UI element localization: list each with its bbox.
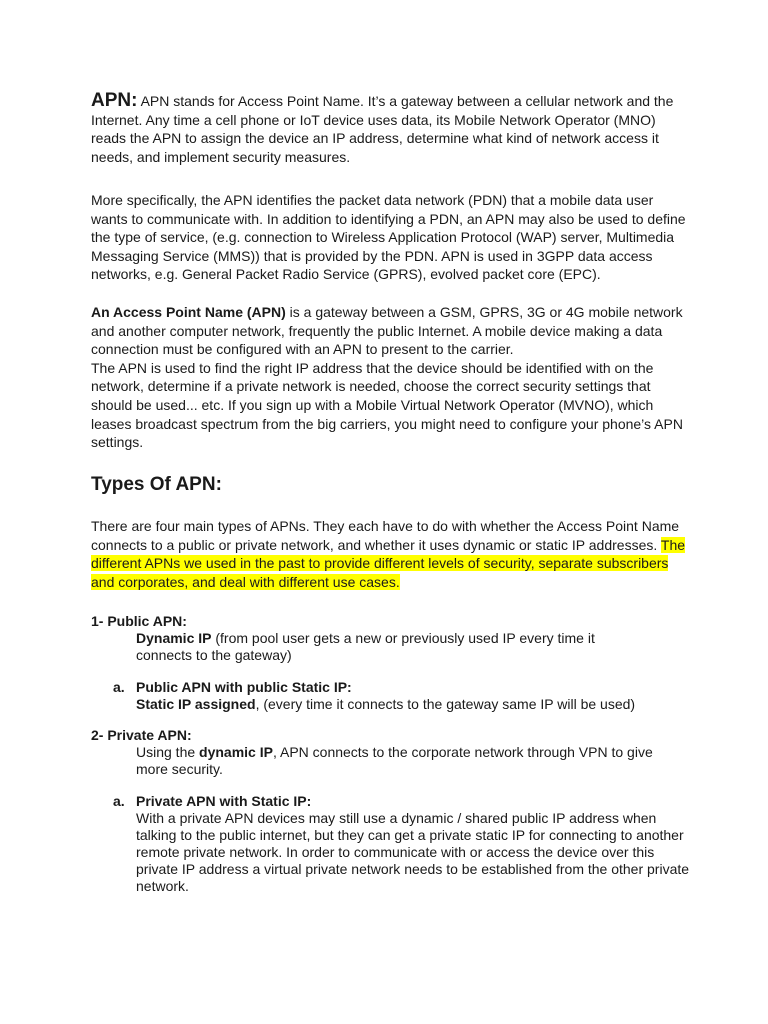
apn-types-list (91, 613, 691, 895)
intro-paragraph (91, 92, 691, 166)
public-apn-title: 1- Public APN: (91, 613, 187, 629)
list-marker: a. (113, 679, 125, 695)
public-static-ip-subitem (91, 679, 691, 696)
private-static-ip-title: Private APN with Static IP: (136, 793, 312, 809)
public-dynamic-ip-text: (from pool user gets a new or previously used IP every time it connects to the gateway) (136, 630, 595, 663)
list-marker: a. (113, 793, 125, 809)
types-intro-paragraph (91, 517, 691, 591)
types-intro-highlight: The different APNs we used in the past to provide different levels of security, separate subscribers and corporates, and deal with different use cases. (91, 536, 686, 590)
private-static-ip-description: With a private APN devices may still use a dynamic / shared public IP address when talking to the public internet, but they can get a private static IP for connecting to another remote private network. In order to communicate with or access the device over this private IP address a virtual private network needs to be established from the other private network. (136, 810, 690, 894)
apn-definition-text: is a gateway between a GSM, GPRS, 3G or 4G mobile network and another computer network, frequently the public Internet. A mobile device making a data connection must be configured with an APN to present to the carrier. (91, 304, 683, 358)
apn-definition-paragraph (91, 303, 691, 452)
apn-usage-text: The APN is used to find the right IP address that the device should be identified with on the network, determine if a private network is needed, choose the correct security settings that should be used... etc. If you sign up with a Mobile Virtual Network Operator (MVNO), which leases broadcast spectrum from the big carriers, you might need to configure your phone’s APN settings. (91, 359, 683, 451)
private-apn-description (91, 744, 656, 778)
private-apn-title: 2- Private APN: (91, 727, 192, 743)
apn-term: APN: (91, 90, 138, 111)
private-pre-text: Using the (136, 744, 200, 760)
static-ip-assigned-text: , (every time it connects to the gateway same IP will be used) (255, 696, 636, 712)
static-ip-assigned-term: Static IP assigned (136, 696, 256, 712)
public-apn-description (91, 630, 616, 664)
private-dynamic-ip-text: , APN connects to the corporate network through VPN to give more security. (136, 744, 653, 777)
public-dynamic-ip-term: Dynamic IP (136, 630, 212, 646)
types-heading: Types Of APN: (91, 474, 222, 495)
apn-definition-term: An Access Point Name (APN) (91, 304, 286, 320)
private-dynamic-ip-term: dynamic IP (199, 744, 273, 760)
intro-text: APN stands for Access Point Name. It’s a gateway between a cellular network and the Internet. Any time a cell phone or IoT device uses data, its Mobile Network Operator (MNO) reads the APN to assign the device an IP address, determine what kind of network access it needs, and implement security measures. (91, 93, 674, 165)
private-static-ip-subitem (91, 793, 691, 810)
public-static-ip-description (91, 696, 691, 713)
pdn-paragraph: More specifically, the APN identifies the packet data network (PDN) that a mobile data user wants to communicate with. In addition to identifying a PDN, an APN may also be used to define the type of service, (e.g. connection to Wireless Application Protocol (WAP) server, Multimedia Messaging Service (MMS)) that is provided by the PDN. APN is used in 3GPP data access networks, e.g. General Packet Radio Service (GPRS), evolved packet core (EPC). (91, 192, 686, 283)
types-intro-text: There are four main types of APNs. They each have to do with whether the Access Point Name connects to a public or private network, and whether it uses dynamic or static IP addresses. (91, 518, 680, 553)
public-static-ip-title: Public APN with public Static IP: (136, 679, 352, 695)
